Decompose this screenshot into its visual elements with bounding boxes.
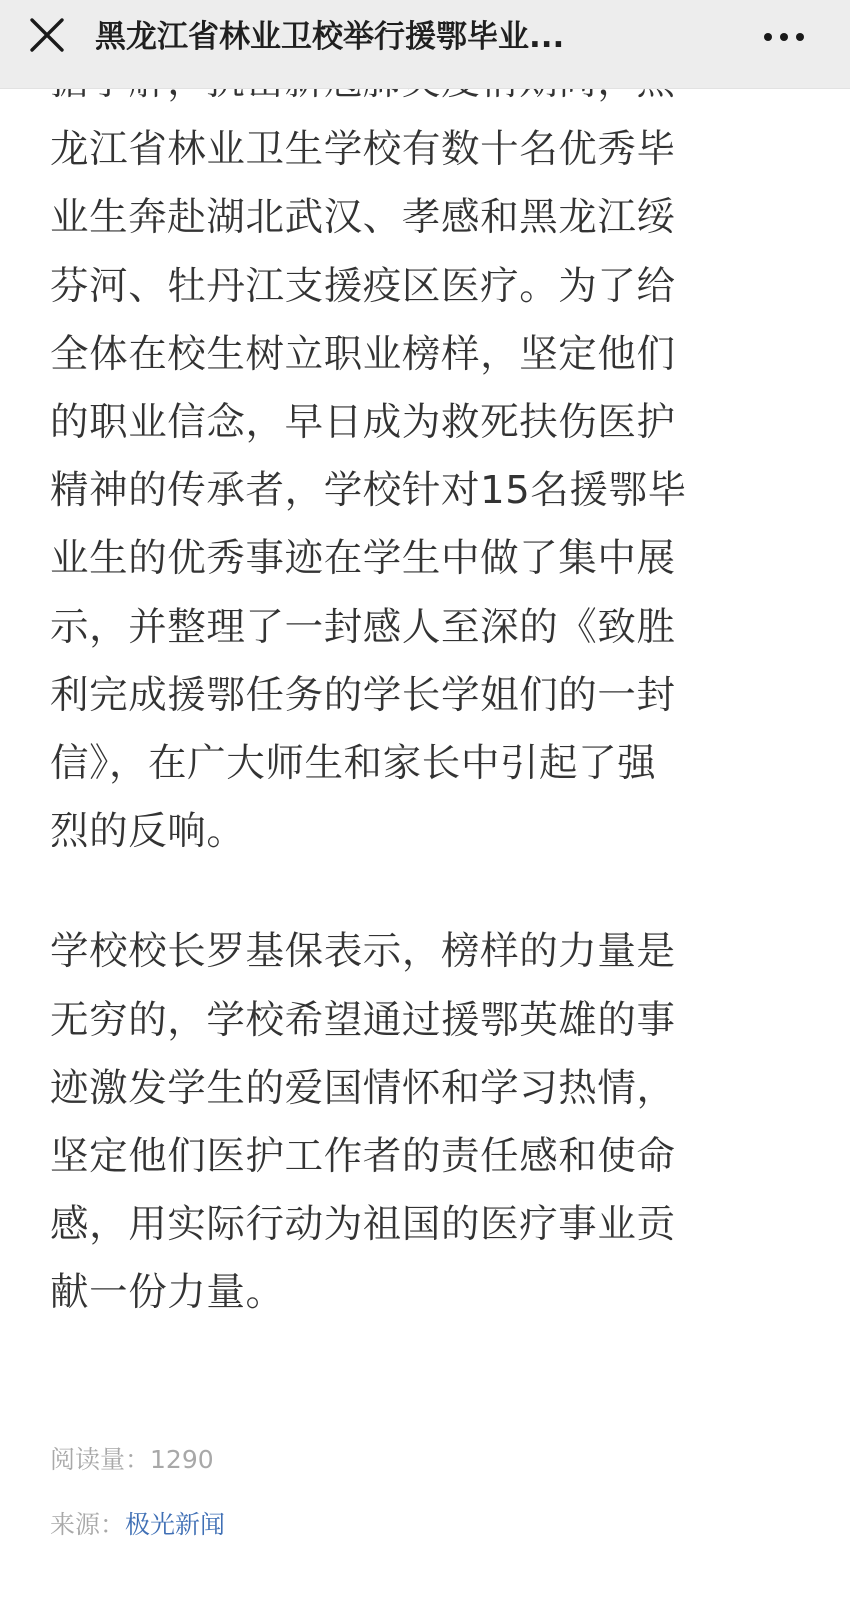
more-options-button[interactable]: [758, 22, 818, 52]
more-dots-icon: [758, 22, 818, 52]
article-paragraph-1: [50, 48, 790, 866]
paragraph-line: 业生奔赴湖北武汉、孝感和黑龙江绥: [50, 195, 676, 241]
article-source: [50, 1505, 225, 1545]
read-count-value: 1290: [150, 1445, 214, 1474]
page-title: 黑龙江省林业卫校举行援鄂毕业...: [95, 19, 565, 55]
paragraph-line: 的职业信念，早日成为救死扶伤医护: [50, 400, 676, 446]
paragraph-line: 无穷的，学校希望通过援鄂英雄的事: [50, 997, 676, 1043]
source-label: 来源：: [50, 1510, 126, 1539]
paragraph-spacer: [50, 866, 790, 918]
paragraph-line: 烈的反响。: [50, 809, 246, 855]
article-paragraph-2: [50, 918, 790, 1327]
paragraph-line: 学校校长罗基保表示，榜样的力量是: [50, 929, 676, 975]
paragraph-line: 精神的传承者，学校针对15名援鄂毕: [50, 468, 687, 514]
paragraph-line: 坚定他们医护工作者的责任感和使命: [50, 1134, 676, 1180]
paragraph-line: 示，并整理了一封感人至深的《致胜: [50, 604, 676, 650]
read-count: [50, 1440, 214, 1480]
paragraph-line: 感，用实际行动为祖国的医疗事业贡: [50, 1202, 676, 1248]
read-count-label: 阅读量：: [50, 1445, 151, 1474]
close-button[interactable]: [26, 14, 70, 58]
paragraph-line: 龙江省林业卫生学校有数十名优秀毕: [50, 127, 676, 173]
source-link[interactable]: 极光新闻: [125, 1510, 226, 1539]
close-icon: [26, 14, 70, 58]
paragraph-line: 利完成援鄂任务的学长学姐们的一封: [50, 672, 676, 718]
paragraph-line: 信》，在广大师生和家长中引起了强: [50, 741, 657, 787]
paragraph-line: 献一份力量。: [50, 1270, 285, 1316]
paragraph-line: 芬河、牡丹江支援疫区医疗。为了给: [50, 263, 676, 309]
header-bar: [0, 0, 850, 89]
paragraph-line: 业生的优秀事迹在学生中做了集中展: [50, 536, 676, 582]
article-body: [50, 48, 790, 1328]
paragraph-line: 迹激发学生的爱国情怀和学习热情，: [50, 1065, 676, 1111]
paragraph-line: 全体在校生树立职业榜样，坚定他们: [50, 331, 676, 377]
